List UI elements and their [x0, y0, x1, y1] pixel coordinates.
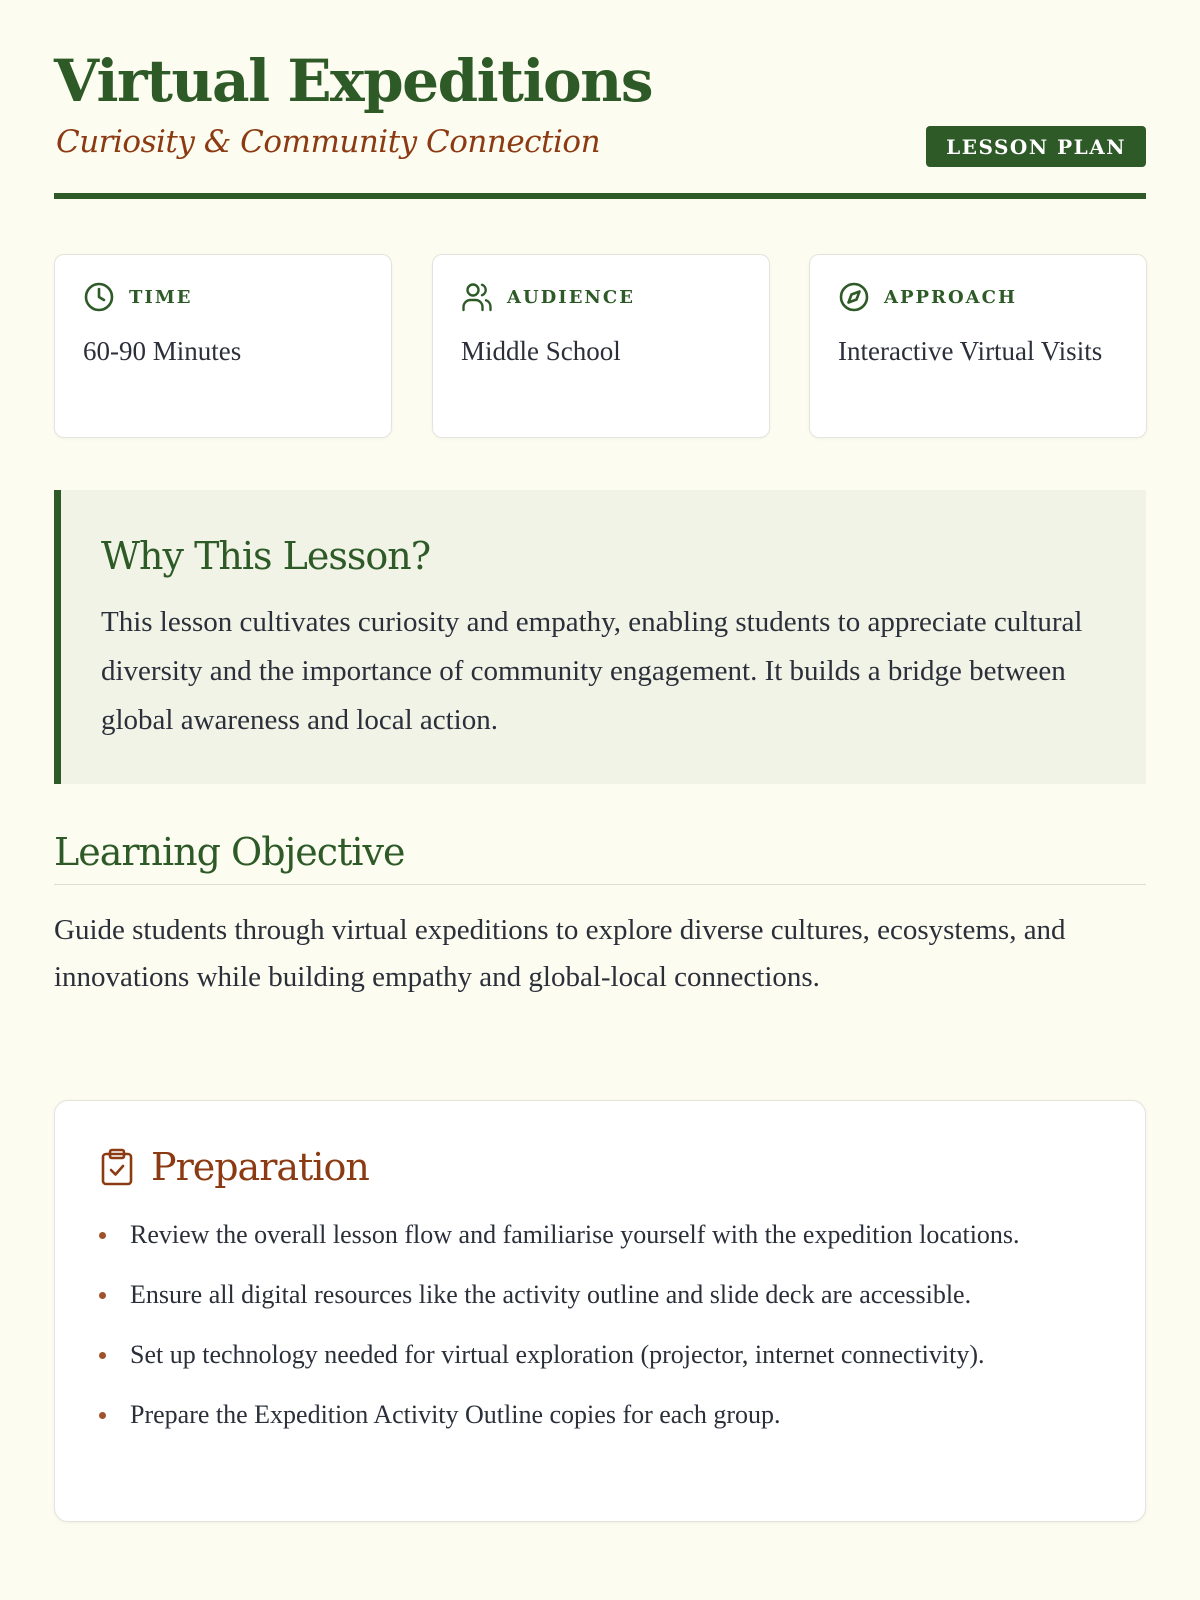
info-card-approach: [809, 254, 1147, 438]
info-card-label: APPROACH: [884, 286, 1017, 308]
info-card-time: [54, 254, 392, 438]
objective-body: Guide students through virtual expeditions to explore diverse cultures, ecosystems, and innovations while building empathy and global-local connections.: [54, 914, 1066, 993]
why-heading: Why This Lesson?: [101, 534, 431, 578]
why-body: This lesson cultivates curiosity and empathy, enabling students to appreciate cultural diversity and the importance of community engagement. It builds a bridge between global awareness and local action.: [101, 605, 1083, 736]
users-icon: [461, 281, 493, 313]
list-item: Set up technology needed for virtual exploration (projector, internet connectivity).: [99, 1335, 1105, 1375]
preparation-list: [99, 1215, 1105, 1435]
info-card-value: Interactive Virtual Visits: [838, 336, 1103, 366]
list-item: Review the overall lesson flow and familiarise yourself with the expedition locations.: [99, 1215, 1105, 1255]
page-title: Virtual Expeditions: [54, 47, 653, 115]
learning-objective-section: [54, 830, 1146, 1001]
clock-icon: [83, 281, 115, 313]
clipboard-check-icon: [99, 1148, 135, 1186]
page-subtitle: Curiosity & Community Connection: [56, 124, 601, 160]
list-item: Ensure all digital resources like the activity outline and slide deck are accessible.: [99, 1275, 1105, 1315]
header-divider: [54, 193, 1146, 199]
info-card-label: AUDIENCE: [507, 286, 635, 308]
preparation-card: [54, 1100, 1146, 1522]
info-cards: [54, 254, 1146, 438]
info-card-audience: [432, 254, 770, 438]
info-card-value: Middle School: [461, 336, 621, 366]
list-item: Prepare the Expedition Activity Outline copies for each group.: [99, 1395, 1105, 1435]
lesson-plan-badge: LESSON PLAN: [926, 126, 1146, 167]
why-this-lesson-section: [54, 490, 1146, 784]
info-card-value: 60-90 Minutes: [83, 336, 242, 366]
objective-heading: Learning Objective: [54, 830, 1146, 885]
page-header: [54, 0, 1146, 200]
info-card-label: TIME: [129, 286, 193, 308]
preparation-heading: Preparation: [151, 1145, 369, 1189]
compass-icon: [838, 281, 870, 313]
